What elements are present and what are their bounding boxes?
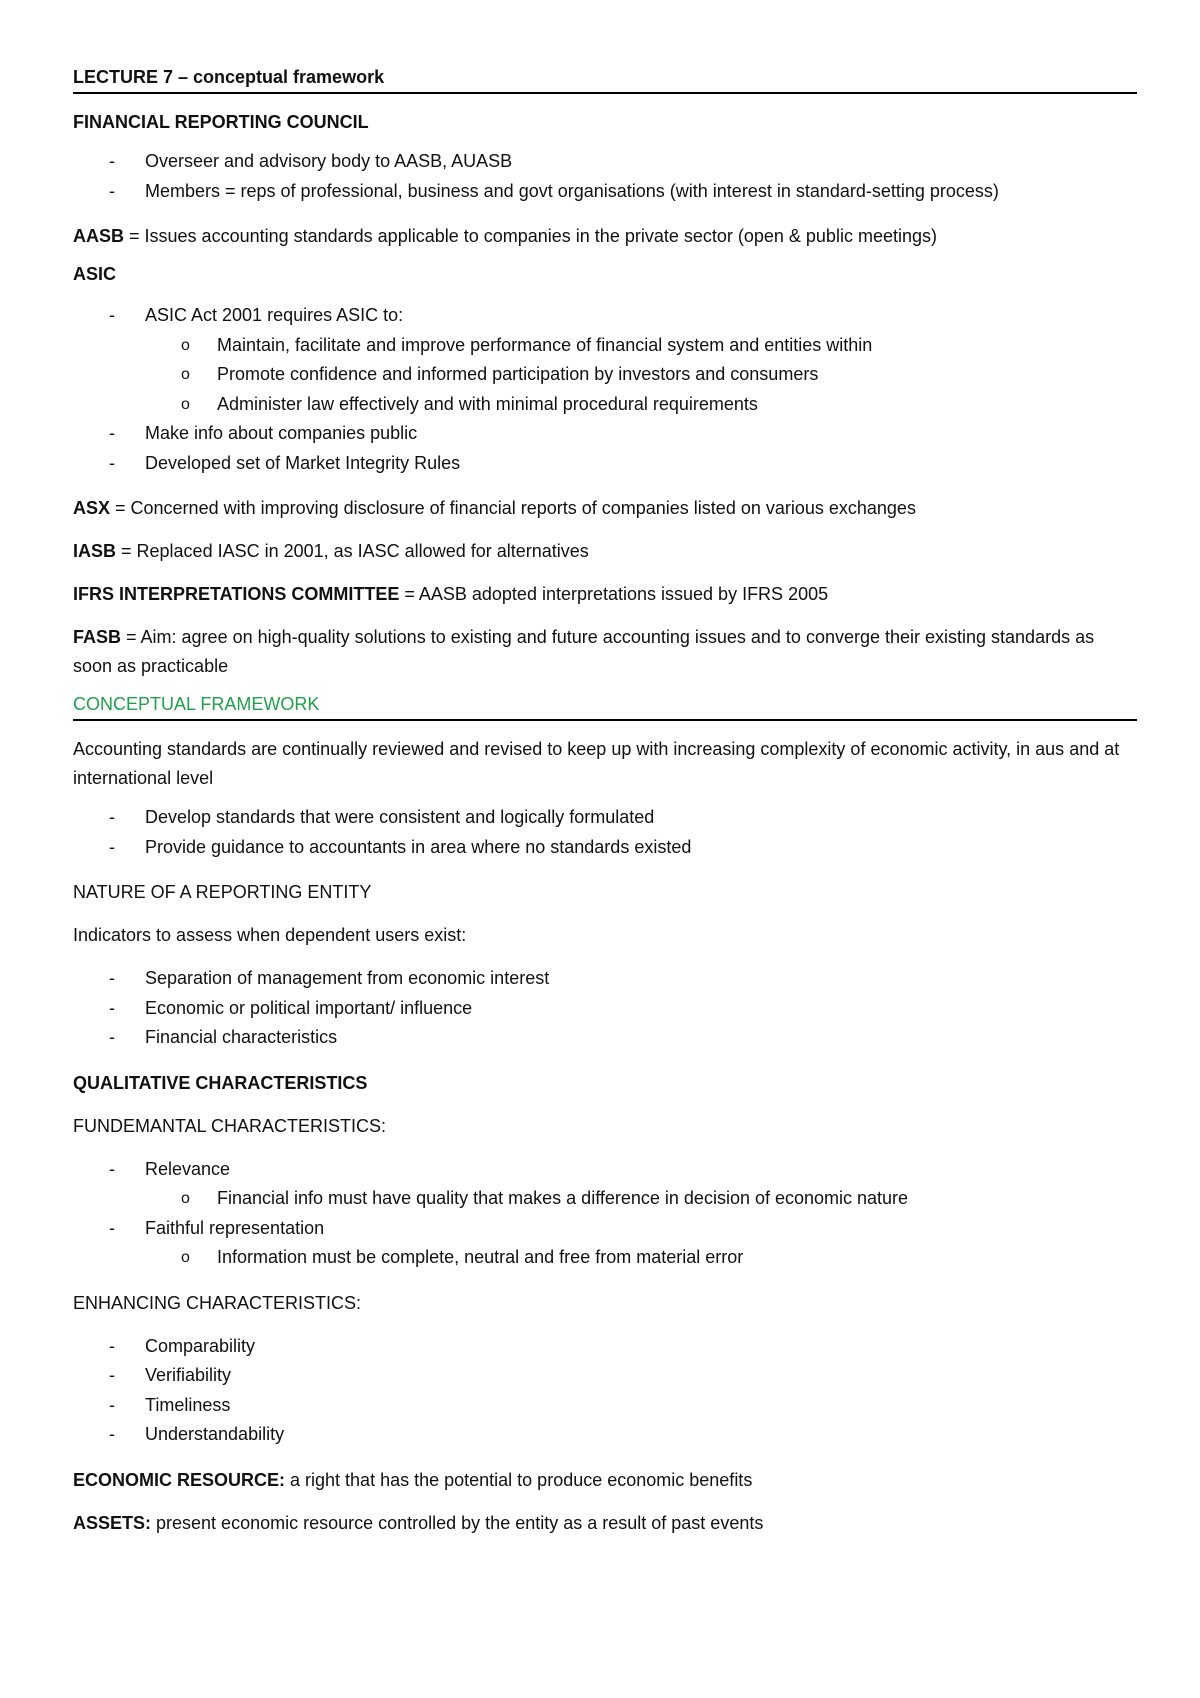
list-item: - Separation of management from economic interest bbox=[73, 964, 1137, 994]
aasb-term: AASB bbox=[73, 226, 125, 246]
fasb-paragraph bbox=[73, 623, 1137, 681]
assets-paragraph bbox=[73, 1509, 1137, 1538]
list-item: - Develop standards that were consistent and logically formulated bbox=[73, 803, 1137, 833]
iasb-text: = Replaced IASC in 2001, as IASC allowed for alternatives bbox=[116, 541, 589, 561]
aasb-text: = Issues accounting standards applicable to companies in the private sector (open & public meetings) bbox=[124, 226, 937, 246]
frc-heading: FINANCIAL REPORTING COUNCIL bbox=[73, 112, 369, 132]
ifrs-paragraph bbox=[73, 580, 1137, 609]
asic-heading: ASIC bbox=[73, 264, 117, 284]
fasb-term: FASB bbox=[73, 627, 122, 647]
fasb-text: = Aim: agree on high-quality solutions to existing and future accounting issues and to converge their existing standards as soon as practicable bbox=[73, 627, 1095, 676]
list-item: - Overseer and advisory body to AASB, AUASB bbox=[73, 147, 1137, 177]
aasb-paragraph bbox=[73, 222, 1137, 251]
list-item: - Understandability bbox=[73, 1420, 1137, 1450]
list-item: - Timeliness bbox=[73, 1391, 1137, 1421]
sub-list-item: o Maintain, facilitate and improve performance of financial system and entities within bbox=[145, 331, 1137, 361]
economic-resource-text: a right that has the potential to produce economic benefits bbox=[285, 1469, 753, 1490]
fundamental-list bbox=[73, 1155, 1137, 1273]
list-item: - Economic or political important/ influence bbox=[73, 994, 1137, 1024]
qualitative-heading: QUALITATIVE CHARACTERISTICS bbox=[73, 1072, 368, 1093]
list-item-text: Relevance bbox=[145, 1158, 231, 1179]
document-page bbox=[73, 66, 1137, 1538]
conceptual-framework-heading: CONCEPTUAL FRAMEWORK bbox=[73, 693, 1137, 721]
relevance-sublist bbox=[145, 1184, 1137, 1214]
sub-list-item: o Information must be complete, neutral and free from material error bbox=[145, 1243, 1137, 1273]
faithful-sublist bbox=[145, 1243, 1137, 1273]
list-item-text: ASIC Act 2001 requires ASIC to: bbox=[145, 305, 404, 325]
asic-list bbox=[73, 301, 1137, 478]
sub-list-item: o Administer law effectively and with minimal procedural requirements bbox=[145, 390, 1137, 420]
assets-text: present economic resource controlled by the entity as a result of past events bbox=[151, 1512, 764, 1533]
ifrs-text: = AASB adopted interpretations issued by IFRS 2005 bbox=[399, 584, 829, 604]
list-item bbox=[73, 1214, 1137, 1273]
nature-heading: NATURE OF A REPORTING ENTITY bbox=[73, 882, 372, 902]
frc-list bbox=[73, 147, 1137, 206]
list-item: - Financial characteristics bbox=[73, 1023, 1137, 1053]
page-title: LECTURE 7 – conceptual framework bbox=[73, 66, 1137, 94]
list-item: - Members = reps of professional, business and govt organisations (with interest in standard-setting process) bbox=[73, 177, 1137, 207]
list-item: - Make info about companies public bbox=[73, 419, 1137, 449]
economic-resource-paragraph bbox=[73, 1466, 1137, 1495]
asic-sublist bbox=[145, 331, 1137, 420]
assets-term: ASSETS: bbox=[73, 1512, 152, 1533]
list-item: - Developed set of Market Integrity Rules bbox=[73, 449, 1137, 479]
list-item: - Comparability bbox=[73, 1332, 1137, 1362]
economic-resource-term: ECONOMIC RESOURCE: bbox=[73, 1469, 286, 1490]
list-item bbox=[73, 1155, 1137, 1214]
enhancing-heading: ENHANCING CHARACTERISTICS: bbox=[73, 1292, 362, 1313]
nature-intro: Indicators to assess when dependent users exist: bbox=[73, 925, 467, 945]
list-item bbox=[73, 301, 1137, 419]
ifrs-term: IFRS INTERPRETATIONS COMMITTEE bbox=[73, 584, 400, 604]
sub-list-item: o Financial info must have quality that makes a difference in decision of economic nature bbox=[145, 1184, 1137, 1214]
sub-list-item: o Promote confidence and informed participation by investors and consumers bbox=[145, 360, 1137, 390]
asx-term: ASX bbox=[73, 498, 111, 518]
list-item-text: Faithful representation bbox=[145, 1217, 325, 1238]
list-item: - Verifiability bbox=[73, 1361, 1137, 1391]
fundamental-heading: FUNDEMANTAL CHARACTERISTICS: bbox=[73, 1115, 387, 1136]
cf-paragraph: Accounting standards are continually reviewed and revised to keep up with increasing complexity of economic activity, in aus and at international level bbox=[73, 739, 1120, 788]
asx-paragraph bbox=[73, 494, 1137, 523]
enhancing-list bbox=[73, 1332, 1137, 1450]
asx-text: = Concerned with improving disclosure of financial reports of companies listed on various exchanges bbox=[110, 498, 916, 518]
list-item: - Provide guidance to accountants in area where no standards existed bbox=[73, 833, 1137, 863]
iasb-paragraph bbox=[73, 537, 1137, 566]
nature-list bbox=[73, 964, 1137, 1053]
iasb-term: IASB bbox=[73, 541, 117, 561]
cf-list bbox=[73, 803, 1137, 862]
